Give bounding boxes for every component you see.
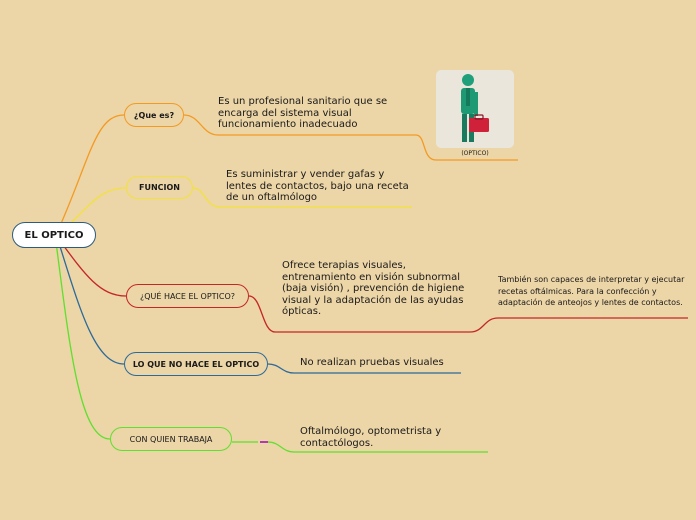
que-es-text[interactable]: Es un profesional sanitario que se encarga del sistema visual funcionamiento inadecuado xyxy=(218,96,388,130)
link-no-hace xyxy=(58,240,124,364)
branch-no-hace[interactable]: LO QUE NO HACE EL OPTICO xyxy=(124,352,268,376)
con-quien-text[interactable]: Oftalmólogo, optometrista y contactólogos. xyxy=(300,426,442,449)
branch-funcion[interactable]: FUNCION xyxy=(126,176,193,199)
note-connector xyxy=(260,441,268,443)
root-node[interactable]: EL OPTICO xyxy=(12,222,96,248)
branch-que-hace[interactable]: ¿QUÉ HACE EL OPTICO? xyxy=(126,284,249,308)
branch-con-quien[interactable]: CON QUIEN TRABAJA xyxy=(110,427,232,451)
link-que-hace-subtext xyxy=(470,318,688,332)
optico-image-label: (OPTICO) xyxy=(461,150,489,157)
que-hace-text[interactable]: Ofrece terapias visuales, entrenamiento en visión subnormal (baja visión) , prevención de higiene visual y la adaptación de las ayudas ópticas. xyxy=(282,260,465,317)
que-hace-subtext[interactable]: También son capaces de interpretar y ejecutar recetas oftálmicas. Para la confección y adaptación de anteojos y lentes de contactos. xyxy=(498,275,685,307)
branch-que-es[interactable]: ¿Que es? xyxy=(124,103,184,127)
no-hace-text[interactable]: No realizan pruebas visuales xyxy=(300,357,444,368)
optico-image-card[interactable] xyxy=(436,70,514,148)
worker-with-briefcase-icon xyxy=(436,70,514,148)
funcion-text[interactable]: Es suministrar y vender gafas y lentes de contactos, bajo una receta de un oftalmólogo xyxy=(226,169,409,203)
link-que-es xyxy=(56,115,124,235)
